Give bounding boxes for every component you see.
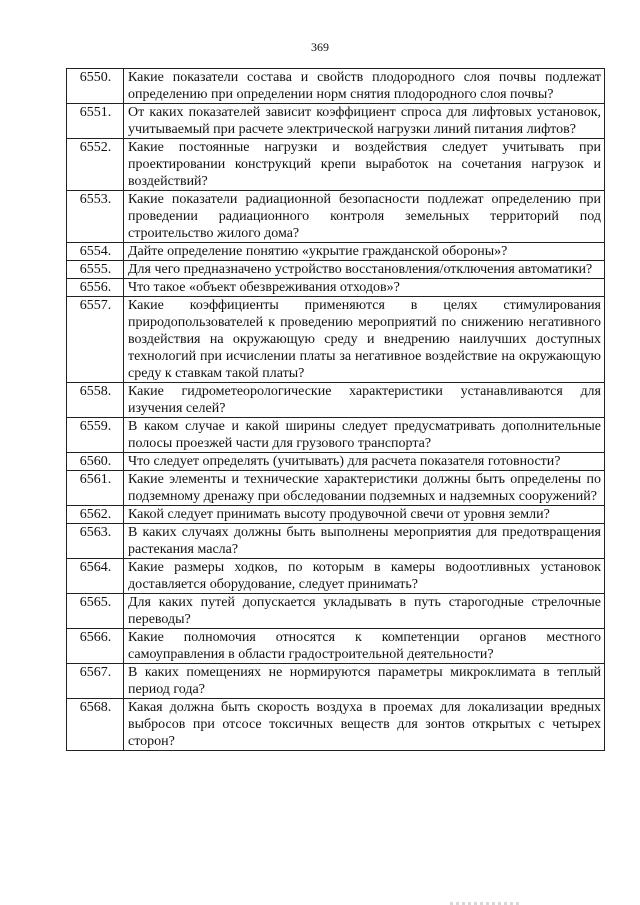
question-number: 6550. [67, 69, 124, 104]
question-number: 6561. [67, 471, 124, 506]
table-row [67, 261, 605, 279]
question-number: 6558. [67, 383, 124, 418]
table-row [67, 418, 605, 453]
question-number: 6568. [67, 699, 124, 751]
question-text: Какие постоянные нагрузки и воздействия следует учитывать при проектировании конструкций крепи выработок на сочетания нагрузок и воздействий? [124, 139, 605, 191]
question-text: Для каких путей допускается укладывать в путь старогодные стрелочные переводы? [124, 594, 605, 629]
question-number: 6557. [67, 297, 124, 383]
table-row [67, 453, 605, 471]
table-row [67, 383, 605, 418]
table-row [67, 559, 605, 594]
questions-table-body [67, 69, 605, 751]
table-row [67, 243, 605, 261]
question-text: Какая должна быть скорость воздуха в проемах для локализации вредных выбросов при отсосе токсичных веществ для зонтов открытых с четырех сторон? [124, 699, 605, 751]
question-text: Что такое «объект обезвреживания отходов»? [124, 279, 605, 297]
table-row [67, 629, 605, 664]
page-number: 369 [311, 40, 329, 54]
table-row [67, 506, 605, 524]
question-number: 6551. [67, 104, 124, 139]
question-number: 6554. [67, 243, 124, 261]
table-row [67, 524, 605, 559]
question-text: Дайте определение понятию «укрытие гражданской обороны»? [124, 243, 605, 261]
question-number: 6556. [67, 279, 124, 297]
questions-table [66, 68, 605, 751]
question-number: 6559. [67, 418, 124, 453]
question-number: 6563. [67, 524, 124, 559]
table-row [67, 594, 605, 629]
table-row [67, 69, 605, 104]
table-row [67, 699, 605, 751]
question-number: 6567. [67, 664, 124, 699]
table-row [67, 297, 605, 383]
question-text: От каких показателей зависит коэффициент спроса для лифтовых установок, учитываемый при расчете электрической нагрузки линий питания лифтов? [124, 104, 605, 139]
question-number: 6565. [67, 594, 124, 629]
question-text: Что следует определять (учитывать) для расчета показателя готовности? [124, 453, 605, 471]
question-text: Какие показатели радиационной безопасности подлежат определению при проведении радиационного контроля земельных территорий под строительство жилого дома? [124, 191, 605, 243]
question-number: 6555. [67, 261, 124, 279]
question-number: 6560. [67, 453, 124, 471]
table-row [67, 191, 605, 243]
question-number: 6552. [67, 139, 124, 191]
question-text: Какие гидрометеорологические характеристики устанавливаются для изучения селей? [124, 383, 605, 418]
question-text: Какие размеры ходков, по которым в камеры водоотливных установок доставляется оборудование, следует принимать? [124, 559, 605, 594]
table-row [67, 471, 605, 506]
question-number: 6564. [67, 559, 124, 594]
question-text: Какие элементы и технические характеристики должны быть определены по подземному дренажу при обследовании подземных и надземных сооружений? [124, 471, 605, 506]
question-text: Какие показатели состава и свойств плодородного слоя почвы подлежат определению при определении норм снятия плодородного слоя почвы? [124, 69, 605, 104]
question-number: 6562. [67, 506, 124, 524]
table-row [67, 664, 605, 699]
question-text: Какой следует принимать высоту продувочной свечи от уровня земли? [124, 506, 605, 524]
question-number: 6566. [67, 629, 124, 664]
question-text: Какие полномочия относятся к компетенции органов местного самоуправления в области градостроительной деятельности? [124, 629, 605, 664]
question-text: Для чего предназначено устройство восстановления/отключения автоматики? [124, 261, 605, 279]
question-text: В каких помещениях не нормируются параметры микроклимата в теплый период года? [124, 664, 605, 699]
table-row [67, 279, 605, 297]
table-row [67, 139, 605, 191]
question-text: В каком случае и какой ширины следует предусматривать дополнительные полосы проезжей части для грузового транспорта? [124, 418, 605, 453]
question-text: В каких случаях должны быть выполнены мероприятия для предотвращения растекания масла? [124, 524, 605, 559]
question-text: Какие коэффициенты применяются в целях стимулирования природопользователей к проведению мероприятий по снижению негативного воздействия на окружающую среду и внедрению наилучших доступных технологий при исчислении платы за негативное воздействие на окружающую среду к ставкам такой платы? [124, 297, 605, 383]
table-row [67, 104, 605, 139]
question-number: 6553. [67, 191, 124, 243]
